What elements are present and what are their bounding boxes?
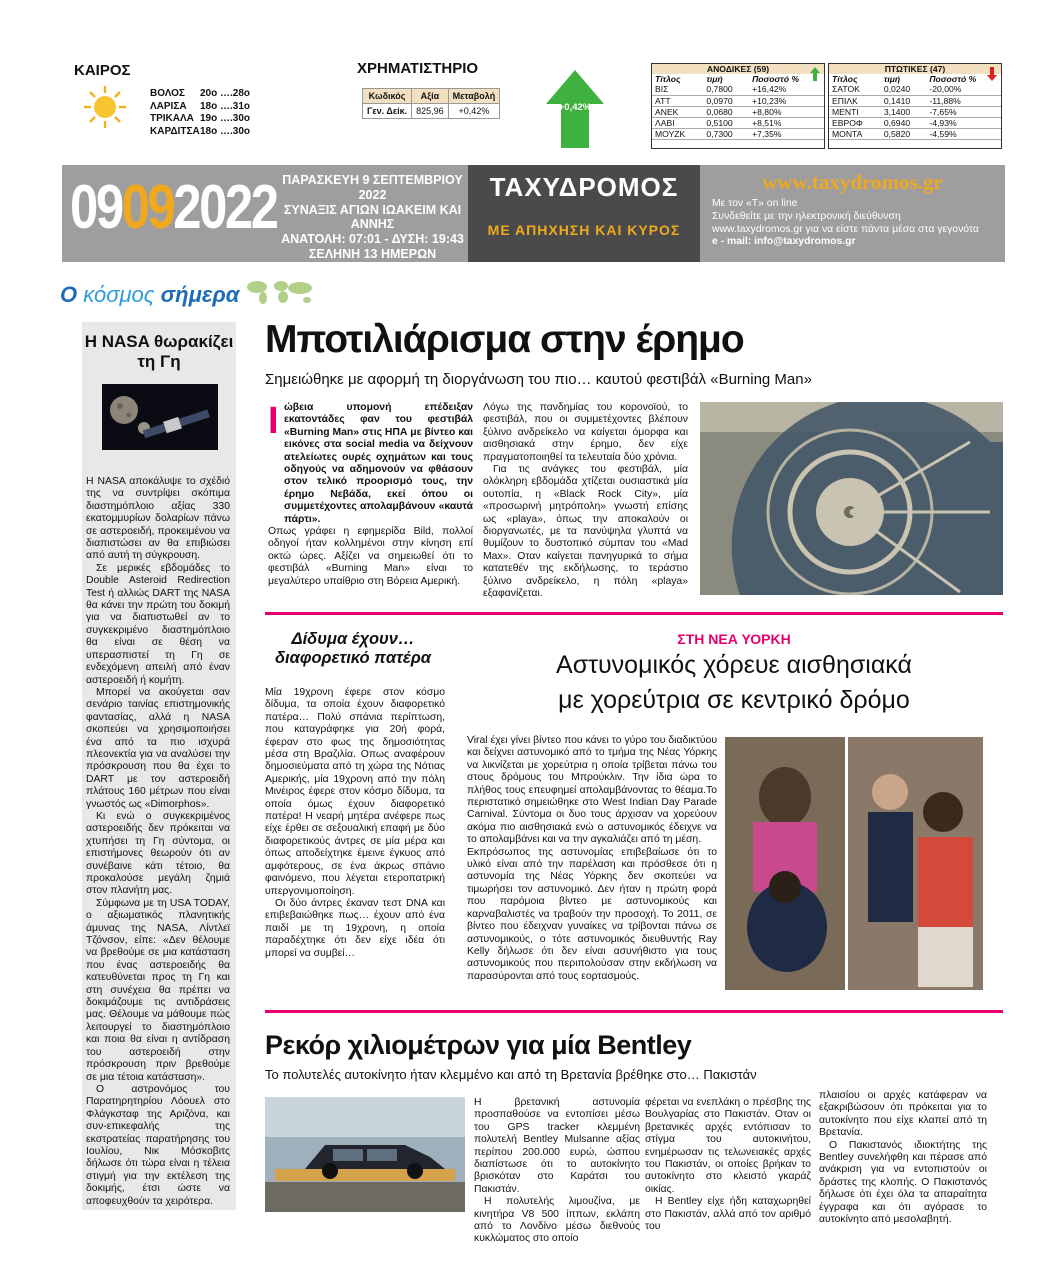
table-row: ΜΟΝΤΑ 0,5820 -4,59%	[829, 129, 1001, 140]
arrow-label: +0,42%	[558, 102, 592, 113]
table-row: ΕΒΡΟΦ 0,6940 -4,93%	[829, 118, 1001, 129]
police-dance-photo-1	[725, 737, 845, 990]
weather-title: ΚΑΙΡΟΣ	[74, 62, 131, 79]
table-row: ΜΕΝΤΙ 3,1400 -7,65%	[829, 106, 1001, 117]
masthead-motto: ΜΕ ΑΠΗΧΗΣΗ ΚΑΙ ΚΥΡΟΣ	[487, 222, 681, 238]
losers-box	[828, 63, 1002, 149]
table-row: ΑΤΤ 0,0970 +10,23%	[652, 95, 824, 106]
red-down-arrow-icon	[987, 67, 997, 81]
gainers-table: ΑΝΟΔΙΚΕΣ (59) Τίτλος τιμή Ποσοστό % ΒΙΣ 0,7800 +16,42% ΑΤΤ 0,0970 +10,23% ΑΝΕΚ 0,0680 +8,80% ΛΑΒΙ 0,5100 +8,51% ΜΟΥΖΚ 0,7300 +7,35%	[652, 64, 824, 140]
table-row: ΣΑΤΟΚ 0,0240 -20,00%	[829, 84, 1001, 95]
website-link[interactable]: www.taxydromos.gr	[762, 170, 943, 194]
world-map-icon	[245, 277, 315, 305]
table-row: ΜΟΥΖΚ 0,7300 +7,35%	[652, 129, 824, 140]
date-info: ΠΑΡΑΣΚΕΥΗ 9 ΣΕΠΤΕΜΒΡΙΟΥ 2022 ΣΥΝΑΞΙΣ ΑΓΙΩΝ ΙΩΑΚΕΙΜ ΚΑΙ ΑΝΝΗΣ ΑΝΑΤΟΛΗ: 07:01 - ΔΥΣΗ: 19:43 ΣΕΛΗΝΗ 13 ΗΜΕΡΩΝ	[281, 173, 464, 261]
main-lead: ώβεια υπομονή επέδειξαν εκατοντάδες φαν του φεστιβάλ «Burning Man» στις ΗΠΑ με βίντεο και εικόνες στα social media να δείχνουν ατελείωτες ουρές οχημάτων και τους οδηγούς να αδημονούν να φθάσουν στον τελικό προορισμό τους, την έρημο Νεβάδα, εκεί όπου οι συμμετέχοντες απολαμβάνουν «καυτά πάρτι».	[284, 402, 473, 525]
weather-list	[150, 88, 250, 138]
bourse-title: ΧΡΗΜΑΤΙΣΤΗΡΙΟ	[357, 60, 479, 77]
web-info: Με τον «Τ» on line Συνδεθείτε με την ηλεκτρονική διεύθυνση www.taxydromos.gr για να είστε πάντα μέσα στα γεγονότα e - mail: info@taxydromos.gr	[712, 198, 979, 248]
burning-man-aerial-image	[700, 402, 1003, 595]
nasa-headline: Η NASA θωρακίζει τη Γη	[84, 332, 234, 371]
green-up-arrow-icon	[810, 67, 820, 81]
main-column-2: Λόγω της πανδημίας του κορονοϊού, το φεστιβάλ, που οι συμμετέχοντες βλέπουν ξύλινο ανδρείκελο να καίγεται όμορφα και αισθησιακά στην έρημο, δεν είχε πραγματοποιηθεί τα τελευταία δύο χρόνια. Για τις ανάγκες του φεστιβάλ, μία ολόκληρη εβδομάδα χτίζεται ουσιαστικά μία ουτοπία, η «Black Rock City», μία «προσωρινή μητρόπολη» γνωστή επίσης ως «playa», όπως την αποκαλούν οι διοργανωτές, με τα πανύψηλα γλυπτά να θυμίζουν το δυστοπικό σύμπαν του «Mad Max». Οταν καίγεται πανηγυρικά το σήμα κατατεθέν της εκδήλωσης, το τεράστιο ξύλινο ανδρείκελο, η πόλη «playa» εξαφανίζεται.	[483, 402, 688, 600]
weather-row: ΤΡΙΚΑΛΑ 19ο ….30ο	[150, 113, 251, 125]
nasa-spacecraft-image	[102, 384, 218, 450]
masthead-name: ΤΑΧΥΔΡΟΜΟΣ	[489, 172, 679, 202]
bentley-subtitle: Το πολυτελές αυτοκίνητο ήταν κλεμμένο και από τη Βρετανία βρέθηκε στο… Πακιστάν	[265, 1067, 757, 1082]
losers-table: ΠΤΩΤΙΚΕΣ (47) Τίτλος τιμή Ποσοστό % ΣΑΤΟΚ 0,0240 -20,00% ΕΠΙΛΚ 0,1410 -11,88% ΜΕΝΤΙ 3,1400 -7,65% ΕΒΡΟΦ 0,6940 -4,93% ΜΟΝΤΑ 0,5820 -4,59%	[829, 64, 1001, 140]
drop-cap: Ι	[268, 400, 279, 442]
table-row: ΕΠΙΛΚ 0,1410 -11,88%	[829, 95, 1001, 106]
twins-headline: Δίδυμα έχουν… διαφορετικό πατέρα	[274, 630, 431, 667]
weather-row: ΚΑΡΔΙΤΣΑ 18ο ….30ο	[150, 125, 251, 137]
twins-article-body: Μία 19χρονη έφερε στον κόσμο δίδυμα, τα οποία έχουν διαφορετικό πατέρα… Πολύ σπάνια περίπτωση, που καταγράφηκε για 20ή φορά, έφεραν στο φως της δημοσιότητας μέσα στη Βραζιλία. Οπως αναφέρουν δημοσιεύματα από τη χώρα της Νότιας Αμερικής, μία 19χρονη από την πόλη Μινέιρος έφερε στον κόσμο δίδυμα, τα οποία όμως έχουν διαφορετικό πατέρα! Η νεαρή μητέρα ανέφερε πως είχε έρθει σε σεξουαλική επαφή με δύο διαφορετικούς άντρες σε μία μέρα και όπως αποδείχτηκε έμεινε έγκυος από αμφότερους, σε ένα άκρως σπάνιο φαινόμενο, που λέγεται ετεροπατρική υπεργονιμοποίηση. Οι δύο άντρες έκαναν τεστ DNA και επιβεβαιώθηκε πως… έχουν από ένα παιδί με τη 19χρονη, η οποία παραδέχτηκε ότι δεν είχε ιδέα ότι μπορεί να συμβεί…	[265, 687, 445, 959]
issue-date: 09092022	[70, 173, 277, 242]
main-subtitle: Σημειώθηκε με αφορμή τη διοργάνωση του πιο… καυτού φεστιβάλ «Burning Man»	[265, 371, 812, 388]
sun-icon	[82, 84, 128, 130]
weather-row: ΒΟΛΟΣ 20ο ….28ο	[150, 88, 251, 99]
nasa-article-body: Η NASA αποκάλυψε το σχέδιό της να συντρίψει σκόπιμα διαστημόπλοιο αξίας 330 εκατομμυρίων δολαρίων πάνω σε αστεροειδή, προκειμένου να διαπιστώσει αν θα επιβιώσει από αυτή τη σύγκρουση. Σε μερικές εβδομάδες το Double Asteroid Redirection Test ή αλλιώς DART της NASA θα κάνει την πρώτη του δοκιμή για να διαπιστωθεί αν το συγκεκριμένο διαστημόπλοιο θα είναι σε θέση να υπερασπιστεί τη Γη σε ενδεχόμενη απειλή από έναν αστεροειδή ή κομήτη. Μπορεί να ακούγεται σαν σενάριο ταινίας επιστημονικής φαντασίας, αλλά η NASA σκοπεύει να χρησιμοποιήσει ένα από τα πιο ισχυρά πλεονεκτία για να αναλύσει την πρόσκρουση που θα έχει το DART με τον αστεροειδή πλάτους 160 μέτρων που είναι γνωστός ως «Dimorphos». Κι ενώ ο συγκεκριμένος αστεροειδής δεν πρόκειται να χτυπήσει τη Γη σύντομα, οι επιστήμονες θεωρούν ότι αν συνέβαινε κάτι τέτοιο, θα προκαλούσε μεγάλη ζημιά στον πλανήτη μας. Σύμφωνα με τη USA TODAY, ο αξιωματικός πλανητικής άμυνας της NASA, Λίντλεϊ Τζόνσον, είπε: «Δεν θέλουμε να βρεθούμε σε μια κατάσταση που ένας αστεροειδής θα κατευθύνεται προς τη Γη και στη συνέχεια θα πρέπει να δοκιμάζουμε τις αντιδράσεις μας. Θέλουμε να μάθουμε πώς λειτουργεί το διαστημόπλοιο και ποια θα είναι η αντίδραση του αστεροειδή στην πρόσκρουση πριν βρεθούμε σε μια τέτοια κατάσταση». Ο αστρονόμος του Παρατηρητηρίου Λόουελ στο Φλάγκσταφ της Αριζόνα, και συν-επικεφαλής της εκστρατείας παρατήρησης του Ιουλίου, Νικ Μόσκοβιτς δήλωσε ότι τώρα είναι η τέλεια στιγμή για την εκτέλεση της δοκιμής, έτσι ώστε να αποφευχθούν τα χειρότερα.	[86, 476, 230, 1207]
police-dance-photo-2	[848, 737, 983, 990]
bourse-table: Κωδικός Αξία Μεταβολή Γεν. Δείκ. 825,96 +0,42%	[362, 88, 500, 119]
bentley-column-2: φέρεται να ενεπλάκη ο πρέσβης της Βουλγαρίας στο Πακιστάν. Οταν οι βρετανικές αρχές εντόπισαν το στίγμα του αυτοκινήτου, ενημέρωσαν τις τελωνειακές αρχές του Πακιστάν, οι οποίες βρήκαν το αυτοκίνητο στο κλειστό γκαράζ οικίας. Η Bentley είχε ήδη καταχωρηθεί στο Πακιστάν, αλλά από τον αριθμό του	[645, 1097, 811, 1233]
main-column-1: Οπως γράφει η εφημερίδα Bild, πολλοί οδηγοί ήταν κολλημένοι στην κίνηση επί οκτώ ώρες. Αξίζει να σημειωθεί ότι το φεστιβάλ «Burning Man» είναι το μεγαλύτερο υπαίθριο στη Βόρεια Αμερική.	[268, 526, 473, 587]
main-headline: Μποτιλιάρισμα στην έρημο	[265, 318, 744, 361]
bentley-column-3: πλαισίου οι αρχές κατάφεραν να εξακριβώσουν ότι πρόκειται για το αυτοκίνητο που είχε κλαπεί από τη Βρετανία. Ο Πακιστανός ιδιοκτήτης της Bentley συνελήφθη και πέρασε από ανάκριση για να εντοπιστούν οι δράστες της κλοπής. Ο Πακιστανός δήλωσε ότι έχει όλα τα απαραίτητα έγγραφα και ότι αγόρασε το αυτοκίνητο από μεσολαβητή.	[819, 1090, 987, 1226]
pink-divider	[265, 612, 1003, 615]
ny-article-body: Viral έχει γίνει βίντεο που κάνει το γύρο του διαδικτύου και δείχνει αστυνομικό από το τμήμα της Νέας Υόρκης να λικνίζεται με χορεύτρια η οποία τρίβεται πάνω του στους δρόμους του Μπρούκλιν. Την ίδια ώρα το πλήθος τους επευφημεί απολαμβάνοντας το θέαμα.Το περιστατικό σημειώθηκε στο West Indian Day Parade Carnival. Σύντομα οι δυο τους άρχισαν να χορεύουν ακόμα πιο αισθησιακά ενώ ο αστυνομικός έδειχνε να το απολαμβάνει και να την αγκαλιάζει από τη μέση. Εκπρόσωπος της αστυνομίας επιβεβαίωσε ότι το υλικό είναι από την παρέλαση και πρόσθεσε ότι η αστυνομία της Νέας Υόρκης δεν σκοπεύει να τιμωρήσει τον αστυνομικό. Δεν ήταν η πρώτη φορά που παρόμοια βίντεο με αστυνομικούς και καρναβαλιστές να τραβούν την προσοχή. Το 2011, σε βίντεο που έδειχναν γυναίκες να τρίβονται πάνω σε αστυνομικούς, ο τότε αστυνομικός διευθυντής Ray Kelly δήλωσε ότι δεν είναι ασυνήθιστο για τους αστυνομικούς που περιπολούσαν στην εκδήλωση να παρασύρονται από τους εορτασμούς.	[467, 735, 717, 982]
ny-kicker: ΣΤΗ ΝΕΑ ΥΟΡΚΗ	[677, 631, 791, 647]
section-label: Ο κόσμος σήμερα	[60, 282, 240, 307]
ny-headline: Αστυνομικός χόρευε αισθησιακά με χορεύτρια σε κεντρικό δρόμο	[556, 651, 912, 714]
pink-divider	[265, 1010, 1003, 1013]
bentley-column-1: Η βρετανική αστυνομία προσπαθούσε να εντοπίσει μέσω του GPS tracker κλεμμένη πολυτελή Bentley Mulsanne αξίας περίπου 200.000 ευρώ, ώσπου διαπίστωσε ότι το αυτοκίνητο βρισκόταν στο Καράτσι του Πακιστάν. Η πολυτελής λιμουζίνα, με κινητήρα V8 500 ίππων, εκλάπη από το Λονδίνο μέσω διεθνούς κυκλώματος στο οποίο	[474, 1097, 640, 1245]
bentley-car-image	[265, 1097, 465, 1212]
weather-row: ΛΑΡΙΣΑ 18ο ….31ο	[150, 100, 251, 112]
table-row: ΒΙΣ 0,7800 +16,42%	[652, 84, 824, 95]
gainers-box	[651, 63, 825, 149]
bentley-headline: Ρεκόρ χιλιομέτρων για μία Bentley	[265, 1030, 692, 1060]
table-row: ΑΝΕΚ 0,0680 +8,80%	[652, 106, 824, 117]
table-row: ΛΑΒΙ 0,5100 +8,51%	[652, 118, 824, 129]
up-arrow-icon	[546, 70, 604, 148]
